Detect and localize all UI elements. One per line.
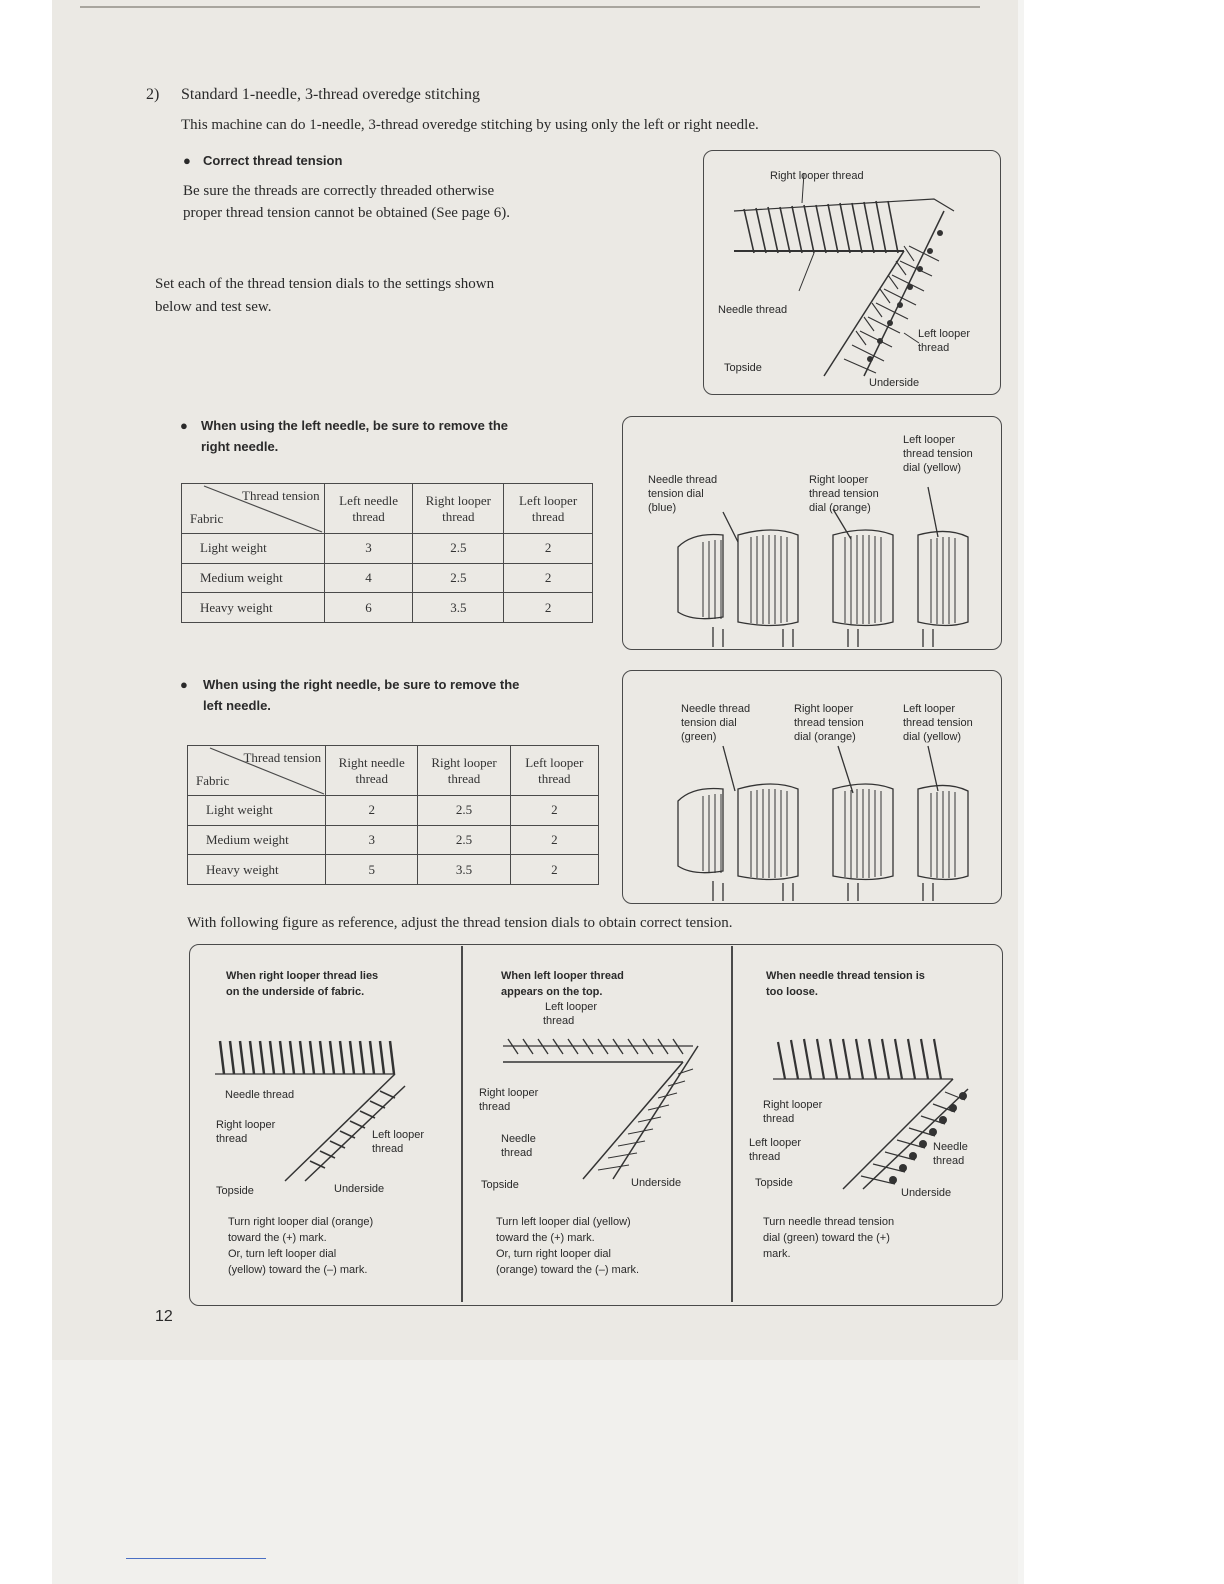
correct-tension-text-1: Be sure the threads are correctly threaded otherwise: [183, 183, 495, 199]
col3-line2: thread: [531, 508, 565, 524]
section-number: 2): [146, 86, 160, 103]
paper-lower-fold: [52, 1360, 1020, 1584]
fabric-cell: Heavy weight: [188, 855, 326, 885]
col3-line2: thread: [538, 770, 571, 786]
table-row: [182, 593, 593, 623]
case3-needle-2: thread: [933, 1155, 965, 1167]
dial-needle-label-3: (blue): [648, 502, 677, 514]
case3-needle-1: Needle: [933, 1141, 968, 1153]
needle-value: 3: [324, 534, 413, 564]
reference-case-1: [190, 946, 460, 1302]
needle-value: 2: [326, 796, 418, 826]
paper-edge: [1018, 0, 1024, 1584]
col1-line1: Right needle: [338, 754, 405, 770]
left-needle-heading-1: When using the left needle, be sure to remove the: [201, 418, 508, 433]
dial-right-label-3: dial (orange): [809, 502, 871, 514]
case2-right-looper-1: Right looper: [479, 1087, 539, 1099]
dial-left-label-2: thread tension: [903, 448, 973, 460]
case1-right-looper-2: thread: [216, 1133, 248, 1145]
case2-right-looper-2: thread: [479, 1101, 511, 1113]
case1-needle-label: Needle thread: [225, 1089, 295, 1101]
case3-title-2: too loose.: [766, 986, 818, 998]
col2-line1: Right looper: [431, 754, 497, 770]
left-looper-value: 2: [510, 796, 598, 826]
case2-topside: Topside: [481, 1179, 519, 1191]
case1-left-looper-2: thread: [372, 1143, 404, 1155]
col3-line1: Left looper: [525, 754, 584, 770]
label-needle-thread: Needle thread: [718, 304, 788, 316]
table-row: [182, 534, 593, 564]
dial-left-label-1: Left looper: [903, 434, 955, 446]
left-looper-value: 2: [510, 825, 598, 855]
fabric-cell: Light weight: [188, 796, 326, 826]
col1-line1: Left needle: [339, 492, 398, 508]
dials-figure-right-needle: [622, 670, 1002, 904]
label-left-looper-1: Left looper: [918, 328, 970, 340]
case1-underside: Underside: [334, 1183, 385, 1195]
dial-right-label-2: thread tension: [809, 488, 879, 500]
case3-fix-1: Turn needle thread tension: [763, 1216, 895, 1228]
header-thread-tension: Thread tension: [242, 488, 320, 503]
table-row: [188, 855, 599, 885]
label-left-looper-2: thread: [918, 342, 950, 354]
header-thread-tension: Thread tension: [243, 750, 322, 765]
table-row: [188, 825, 599, 855]
dial-right-label-2: thread tension: [794, 717, 864, 729]
page-number: 12: [155, 1308, 173, 1325]
needle-value: 5: [326, 855, 418, 885]
case3-fix-3: mark.: [763, 1248, 791, 1260]
case3-underside: Underside: [901, 1187, 952, 1199]
left-needle-tension-table: [181, 483, 593, 623]
case3-left-looper-1: Left looper: [749, 1137, 801, 1149]
reference-intro: With following figure as reference, adjust the thread tension dials to obtain correct tension.: [187, 915, 733, 931]
dial-left-label-2: thread tension: [903, 717, 973, 729]
dial-right-label-1: Right looper: [809, 474, 869, 486]
col3-line1: Left looper: [519, 492, 578, 508]
case3-right-looper-2: thread: [763, 1113, 795, 1125]
bullet-correct-tension: ●: [183, 153, 191, 168]
case1-fix-1: Turn right looper dial (orange): [228, 1216, 374, 1228]
section-title: Standard 1-needle, 3-thread overedge stitching: [181, 86, 480, 103]
table-corner-header: [188, 746, 326, 796]
case3-topside: Topside: [755, 1177, 793, 1189]
case2-title-1: When left looper thread: [501, 970, 624, 982]
col2-line2: thread: [447, 770, 481, 786]
case1-fix-4: (yellow) toward the (–) mark.: [228, 1264, 368, 1276]
col-right-looper-thread: [418, 746, 510, 796]
label-underside: Underside: [869, 377, 920, 389]
section-intro: This machine can do 1-needle, 3-thread overedge stitching by using only the left or right needle.: [181, 117, 759, 133]
right-needle-tension-table: [187, 745, 599, 885]
header-fabric: Fabric: [196, 773, 230, 788]
case3-fix-2: dial (green) toward the (+): [763, 1232, 890, 1244]
dial-needle-label-1: Needle thread: [648, 474, 718, 486]
right-needle-heading-1: When using the right needle, be sure to remove the: [203, 677, 520, 692]
case2-fix-1: Turn left looper dial (yellow): [496, 1216, 631, 1228]
left-looper-value: 2: [504, 593, 593, 623]
correct-tension-text-2: proper thread tension cannot be obtained (See page 6).: [183, 205, 510, 221]
overedge-stitch-illustration: [704, 151, 1000, 394]
fabric-cell: Medium weight: [188, 825, 326, 855]
bottom-link-underline: [126, 1558, 266, 1559]
col1-line2: thread: [352, 508, 385, 524]
case2-left-looper-1: Left looper: [545, 1001, 597, 1013]
case1-left-looper-1: Left looper: [372, 1129, 424, 1141]
col2-line2: thread: [442, 508, 475, 524]
case1-fix-2: toward the (+) mark.: [228, 1232, 327, 1244]
col2-line1: Right looper: [425, 492, 491, 508]
dial-right-label-3: dial (orange): [794, 731, 856, 743]
left-looper-value: 2: [504, 563, 593, 593]
needle-value: 6: [324, 593, 413, 623]
dial-needle-label-1: Needle thread: [681, 703, 751, 715]
left-needle-heading-2: right needle.: [201, 439, 279, 454]
right-looper-value: 3.5: [413, 593, 504, 623]
case2-title-2: appears on the top.: [501, 986, 603, 998]
table-row: [182, 563, 593, 593]
dial-left-label-1: Left looper: [903, 703, 955, 715]
table-row: [188, 796, 599, 826]
needle-value: 4: [324, 563, 413, 593]
set-dials-text-2: below and test sew.: [155, 299, 272, 315]
needle-value: 3: [326, 825, 418, 855]
top-rule: [80, 6, 980, 8]
stitch-figure-box: [703, 150, 1001, 395]
label-topside: Topside: [724, 362, 762, 374]
dial-needle-label-2: tension dial: [681, 717, 737, 729]
case3-left-looper-2: thread: [749, 1151, 781, 1163]
case1-title-2: on the underside of fabric.: [226, 986, 365, 998]
dial-right-label-1: Right looper: [794, 703, 854, 715]
col-right-looper-thread: [413, 484, 504, 534]
right-looper-value: 3.5: [418, 855, 510, 885]
dial-needle-label-3: (green): [681, 731, 717, 743]
case1-stitch-illustration: [210, 1036, 410, 1186]
fabric-cell: Light weight: [182, 534, 325, 564]
case1-right-looper-1: Right looper: [216, 1119, 276, 1131]
right-looper-value: 2.5: [418, 825, 510, 855]
fabric-cell: Medium weight: [182, 563, 325, 593]
col-left-looper-thread: [504, 484, 593, 534]
reference-case-3: [733, 946, 999, 1302]
col1-line2: thread: [355, 770, 388, 786]
right-looper-value: 2.5: [413, 563, 504, 593]
case1-topside: Topside: [216, 1185, 254, 1197]
table-corner-header: [182, 484, 325, 534]
dials-figure-left-needle: [622, 416, 1002, 650]
case2-fix-2: toward the (+) mark.: [496, 1232, 595, 1244]
case3-stitch-illustration: [773, 1034, 973, 1194]
dial-left-label-3: dial (yellow): [903, 462, 962, 474]
case3-right-looper-1: Right looper: [763, 1099, 823, 1111]
case1-fix-3: Or, turn left looper dial: [228, 1248, 337, 1260]
set-dials-text-1: Set each of the thread tension dials to the settings shown: [155, 276, 495, 292]
case2-needle-1: Needle: [501, 1133, 536, 1145]
bullet-left-needle: ●: [180, 418, 188, 433]
dial-needle-label-2: tension dial: [648, 488, 704, 500]
right-looper-value: 2.5: [418, 796, 510, 826]
dial-left-label-3: dial (yellow): [903, 731, 962, 743]
col-right-needle-thread: [326, 746, 418, 796]
case2-needle-2: thread: [501, 1147, 533, 1159]
case1-title-1: When right looper thread lies: [226, 970, 379, 982]
case2-fix-4: (orange) toward the (–) mark.: [496, 1264, 640, 1276]
case2-stitch-illustration: [503, 1034, 703, 1184]
col-left-needle-thread: [324, 484, 413, 534]
header-fabric: Fabric: [190, 511, 224, 526]
reference-case-2: [463, 946, 731, 1302]
case3-title-1: When needle thread tension is: [766, 970, 925, 982]
right-looper-value: 2.5: [413, 534, 504, 564]
correct-tension-heading: Correct thread tension: [203, 153, 343, 168]
right-needle-heading-2: left needle.: [203, 698, 271, 713]
case2-underside: Underside: [631, 1177, 682, 1189]
col-left-looper-thread: [510, 746, 598, 796]
left-looper-value: 2: [504, 534, 593, 564]
fabric-cell: Heavy weight: [182, 593, 325, 623]
case2-left-looper-2: thread: [543, 1015, 575, 1027]
bullet-right-needle: ●: [180, 677, 188, 692]
case2-fix-3: Or, turn right looper dial: [496, 1248, 611, 1260]
label-right-looper-thread: Right looper thread: [770, 170, 864, 182]
left-looper-value: 2: [510, 855, 598, 885]
